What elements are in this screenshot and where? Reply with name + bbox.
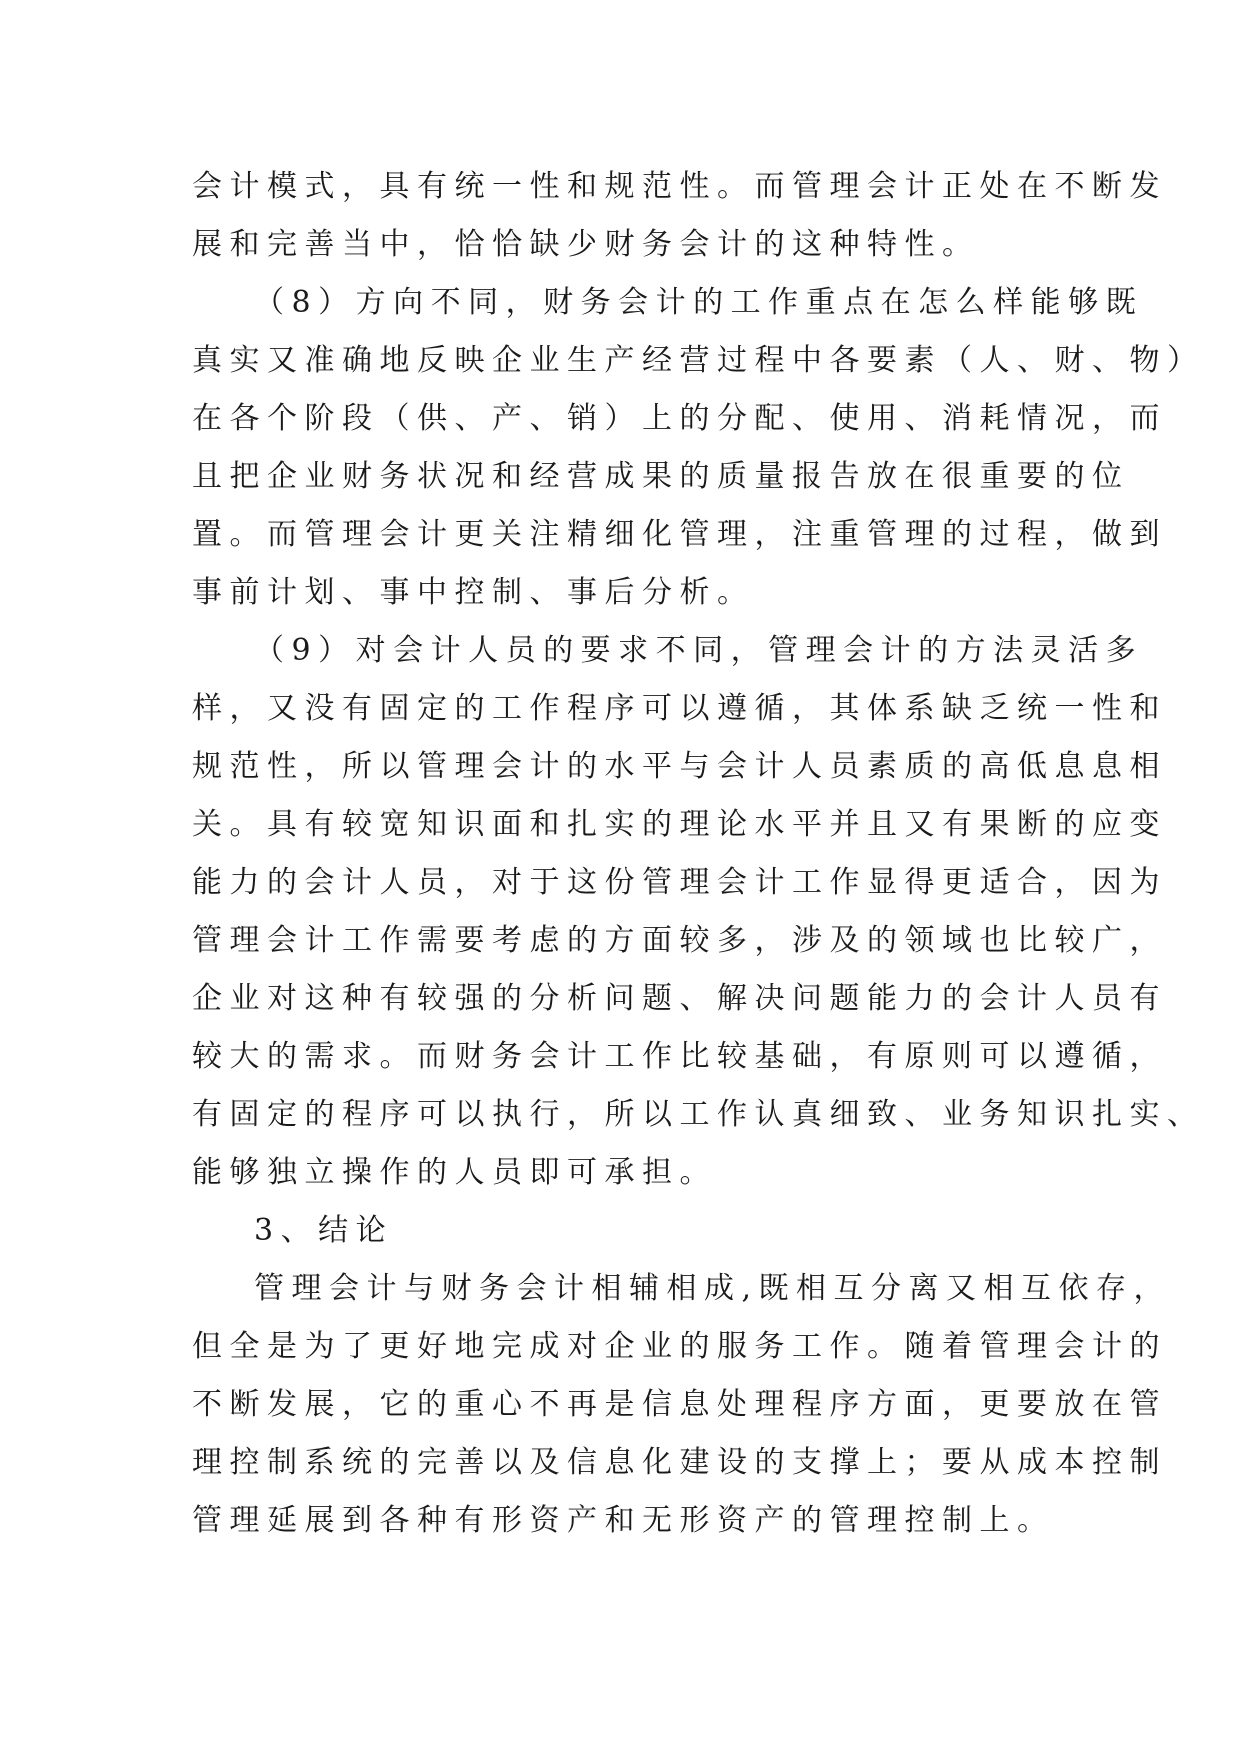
text-line: 会计模式，具有统一性和规范性。而管理会计正处在不断发 xyxy=(192,169,1167,204)
text-line: 规范性，所以管理会计的水平与会计人员素质的高低息息相 xyxy=(192,749,1167,784)
text-line: 有固定的程序可以执行，所以工作认真细致、业务知识扎实、 xyxy=(192,1097,1205,1132)
text-line: 且把企业财务状况和经营成果的质量报告放在很重要的位 xyxy=(192,459,1130,494)
section-heading: 3、结论 xyxy=(254,1213,394,1248)
text-line: 能够独立操作的人员即可承担。 xyxy=(192,1155,717,1190)
text-line: 在各个阶段（供、产、销）上的分配、使用、消耗情况，而 xyxy=(192,401,1167,436)
text-line: 理控制系统的完善以及信息化建设的支撑上；要从成本控制 xyxy=(192,1445,1167,1480)
text-line: 样，又没有固定的工作程序可以遵循，其体系缺乏统一性和 xyxy=(192,691,1167,726)
text-line: 不断发展，它的重心不再是信息处理程序方面，更要放在管 xyxy=(192,1387,1167,1422)
text-line: 关。具有较宽知识面和扎实的理论水平并且又有果断的应变 xyxy=(192,807,1167,842)
text-line: 真实又准确地反映企业生产经营过程中各要素（人、财、物） xyxy=(192,343,1205,378)
text-line: 管理会计与财务会计相辅相成,既相互分离又相互依存， xyxy=(254,1271,1172,1306)
text-line: 企业对这种有较强的分析问题、解决问题能力的会计人员有 xyxy=(192,981,1167,1016)
paragraph-item-8 xyxy=(192,274,1205,622)
section-heading-conclusion xyxy=(192,1202,1052,1260)
text-line: 事前计划、事中控制、事后分析。 xyxy=(192,575,755,610)
paragraph-conclusion xyxy=(192,1260,1172,1550)
text-line: 能力的会计人员，对于这份管理会计工作显得更适合，因为 xyxy=(192,865,1167,900)
text-line: （8）方向不同，财务会计的工作重点在怎么样能够既 xyxy=(254,285,1144,320)
text-line: 但全是为了更好地完成对企业的服务工作。随着管理会计的 xyxy=(192,1329,1167,1364)
text-line: 置。而管理会计更关注精细化管理，注重管理的过程，做到 xyxy=(192,517,1167,552)
text-line: 展和完善当中，恰恰缺少财务会计的这种特性。 xyxy=(192,227,980,262)
paragraph-continuation xyxy=(192,158,1167,274)
text-line: 较大的需求。而财务会计工作比较基础，有原则可以遵循， xyxy=(192,1039,1167,1074)
text-line: 管理会计工作需要考虑的方面较多，涉及的领域也比较广， xyxy=(192,923,1167,958)
paragraph-item-9 xyxy=(192,622,1205,1202)
text-line: 管理延展到各种有形资产和无形资产的管理控制上。 xyxy=(192,1503,1055,1538)
document-page xyxy=(192,158,1205,1550)
text-line: （9）对会计人员的要求不同，管理会计的方法灵活多 xyxy=(254,633,1144,668)
